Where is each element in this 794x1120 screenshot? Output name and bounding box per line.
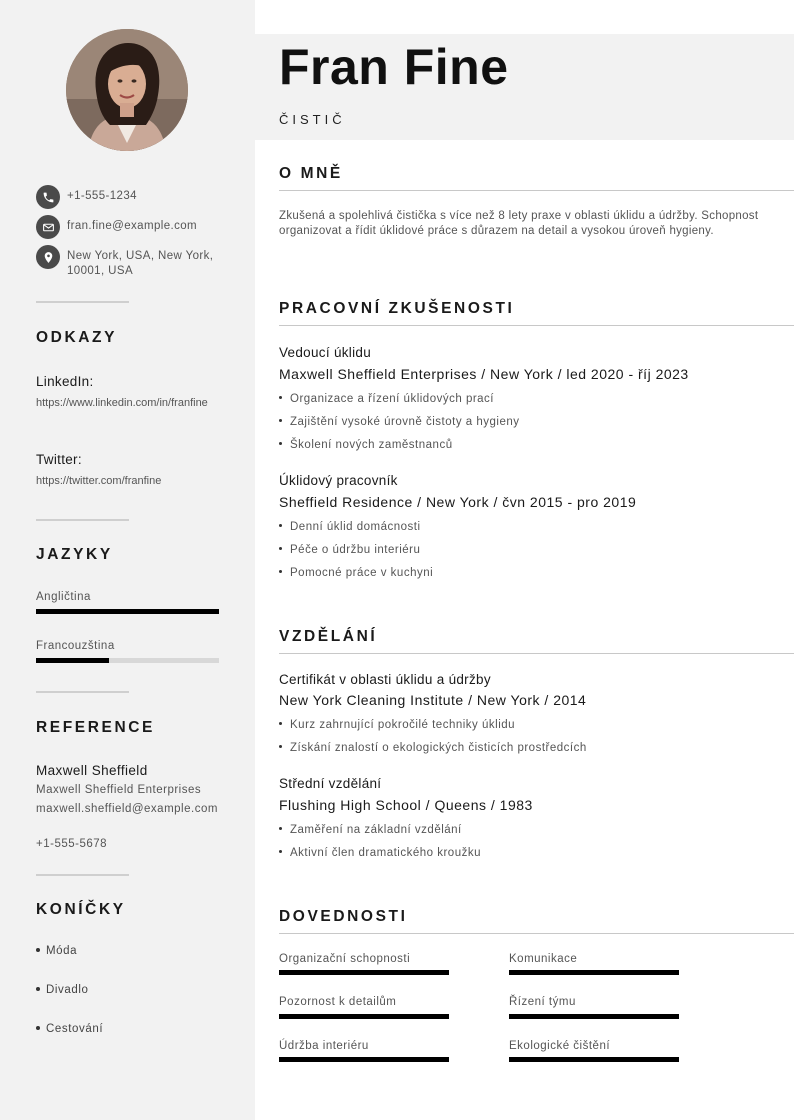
skill-level-fill — [509, 1014, 679, 1019]
contact-phone — [36, 185, 236, 209]
avatar — [66, 29, 188, 151]
job-bullet: Organizace a řízení úklidových prací — [279, 393, 494, 405]
sidebar-divider — [36, 519, 129, 521]
skill-level-fill — [509, 970, 679, 975]
section-rule — [279, 325, 794, 326]
skill-level-bar — [509, 970, 679, 975]
skill-name: Údržba interiéru — [279, 1040, 369, 1052]
education-bullet: Kurz zahrnující pokročilé techniky úklidu — [279, 719, 515, 731]
job-bullet: Školení nových zaměstnanců — [279, 439, 453, 451]
contact-email — [36, 215, 236, 239]
education-bullet: Zaměření na základní vzdělání — [279, 824, 462, 836]
skill-name: Ekologické čištění — [509, 1040, 611, 1052]
twitter-label: Twitter: — [36, 452, 82, 467]
reference-phone: +1-555-5678 — [36, 838, 108, 850]
language-name: Angličtina — [36, 591, 91, 603]
job-entry-title: Vedoucí úklidu — [279, 345, 372, 360]
job-bullet: Zajištění vysoké úrovně čistoty a hygieny — [279, 416, 520, 428]
links-heading: ODKAZY — [36, 329, 118, 346]
job-entry-title: Úklidový pracovník — [279, 473, 398, 488]
sidebar-divider — [36, 874, 129, 876]
education-entry-title: Certifikát v oblasti úklidu a údržby — [279, 672, 491, 687]
reference-heading: REFERENCE — [36, 719, 155, 736]
job-bullet: Pomocné práce v kuchyni — [279, 567, 433, 579]
skill-level-fill — [279, 1014, 449, 1019]
skill-name: Pozornost k detailům — [279, 996, 397, 1008]
job-bullet: Denní úklid domácnosti — [279, 521, 421, 533]
skill-level-bar — [279, 1057, 449, 1062]
linkedin-label: LinkedIn: — [36, 374, 94, 389]
education-entry-subtitle: Flushing High School / Queens / 1983 — [279, 797, 533, 813]
main-content — [255, 0, 794, 1120]
language-level-fill — [36, 658, 109, 663]
language-name: Francouzština — [36, 640, 115, 652]
section-rule — [279, 190, 794, 191]
education-entry-subtitle: New York Cleaning Institute / New York / 2014 — [279, 692, 587, 708]
sidebar-divider — [36, 691, 129, 693]
job-bullet: Péče o údržbu interiéru — [279, 544, 420, 556]
experience-heading: PRACOVNÍ ZKUŠENOSTI — [279, 300, 515, 317]
language-level-fill — [36, 609, 219, 614]
about-text: Zkušená a spolehlivá čistička s více než 8 lety praxe v oblasti úklidu a údržby. Schopnost organizovat a řídit úklidové práce s důrazem na detail a vysokou úroveň hygieny. — [279, 210, 759, 237]
avatar-portrait-image — [66, 29, 188, 151]
contact-address — [36, 245, 236, 279]
skill-level-bar — [279, 1014, 449, 1019]
sidebar-divider — [36, 301, 129, 303]
language-level-bar — [36, 658, 219, 663]
section-rule — [279, 933, 794, 934]
location-pin-icon — [36, 245, 60, 269]
education-bullet: Získání znalostí o ekologických čisticích prostředcích — [279, 742, 587, 754]
skill-level-fill — [509, 1057, 679, 1062]
education-entry-title: Střední vzdělání — [279, 776, 382, 791]
reference-company: Maxwell Sheffield Enterprises — [36, 784, 202, 796]
education-bullet: Aktivní člen dramatického kroužku — [279, 847, 481, 859]
skill-name: Řízení týmu — [509, 996, 576, 1008]
education-heading: VZDĚLÁNÍ — [279, 628, 378, 645]
sidebar — [0, 0, 255, 1120]
skills-heading: DOVEDNOSTI — [279, 908, 408, 925]
email-text: fran.fine@example.com — [67, 220, 198, 232]
candidate-name: Fran Fine — [279, 39, 509, 95]
reference-name: Maxwell Sheffield — [36, 763, 148, 778]
about-heading: O MNĚ — [279, 165, 343, 182]
skill-level-bar — [509, 1057, 679, 1062]
phone-text: +1-555-1234 — [67, 190, 137, 202]
skill-level-bar — [279, 970, 449, 975]
hobby-item: Móda — [36, 945, 77, 957]
job-entry-subtitle: Maxwell Sheffield Enterprises / New York / led 2020 - říj 2023 — [279, 366, 689, 382]
job-entry-subtitle: Sheffield Residence / New York / čvn 2015 - pro 2019 — [279, 494, 637, 510]
skill-level-fill — [279, 970, 449, 975]
twitter-link[interactable]: https://twitter.com/franfine — [36, 475, 162, 487]
hobby-item: Divadlo — [36, 984, 89, 996]
hobbies-heading: KONÍČKY — [36, 901, 126, 918]
job-title: ČISTIČ — [279, 112, 346, 127]
linkedin-link[interactable]: https://www.linkedin.com/in/franfine — [36, 397, 208, 409]
section-rule — [279, 653, 794, 654]
languages-heading: JAZYKY — [36, 546, 113, 563]
skill-name: Komunikace — [509, 953, 578, 965]
address-text: New York, USA, New York, 10001, USA — [67, 250, 214, 277]
phone-icon — [36, 185, 60, 209]
skill-name: Organizační schopnosti — [279, 953, 411, 965]
skill-level-bar — [509, 1014, 679, 1019]
skill-level-fill — [279, 1057, 449, 1062]
hobby-item: Cestování — [36, 1023, 103, 1035]
reference-email[interactable]: maxwell.sheffield@example.com — [36, 803, 218, 815]
language-level-bar — [36, 609, 219, 614]
envelope-icon — [36, 215, 60, 239]
